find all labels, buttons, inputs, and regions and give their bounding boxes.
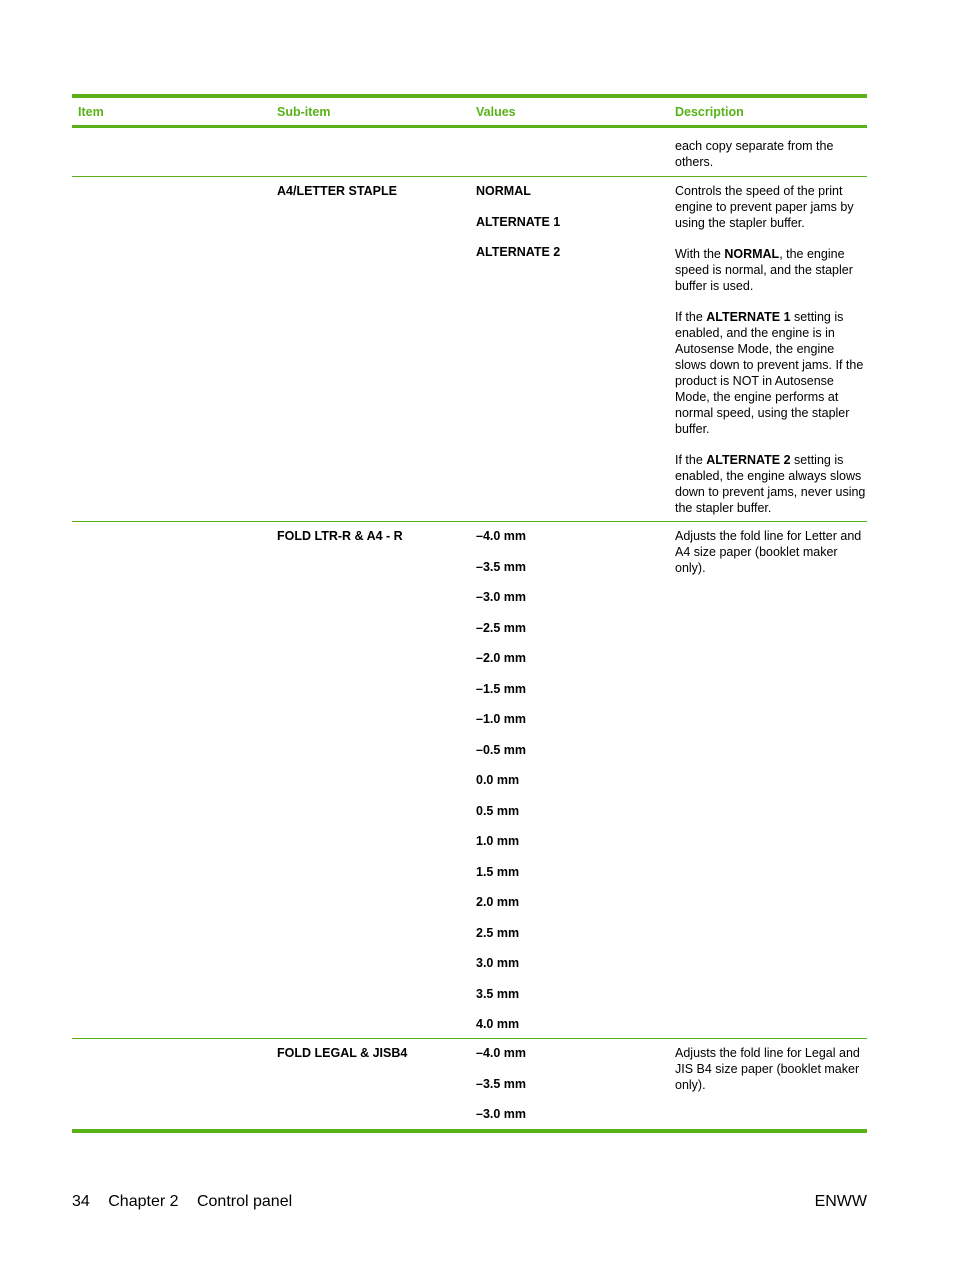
- description-text: If the: [675, 453, 707, 467]
- value-option: 3.5 mm: [476, 986, 520, 1001]
- description-text: , the engine speed is normal, and the stapler buffer is used.: [675, 247, 853, 293]
- value-option: 4.0 mm: [476, 1017, 520, 1031]
- section-label: Control panel: [196, 1193, 293, 1210]
- item-cell: [72, 138, 271, 176]
- value-option: –3.0 mm: [476, 1107, 527, 1121]
- header-subitem: Sub-item: [277, 104, 331, 119]
- value-option: –3.5 mm: [476, 559, 527, 574]
- value-option: –1.5 mm: [476, 681, 527, 696]
- value-option: 0.5 mm: [476, 803, 520, 818]
- table-row: [72, 128, 867, 177]
- header-description: Description: [675, 104, 744, 119]
- description-text: setting is enabled, the engine always slows down to prevent jams, never using the stapler buffer.: [675, 453, 866, 515]
- value-option: 1.5 mm: [476, 864, 520, 879]
- page-footer: [72, 1193, 867, 1211]
- description-paragraph: [675, 183, 867, 231]
- description-text: setting is enabled, and the engine is in Autosense Mode, the engine slows down to prevent jams. If the product is NOT in Autosense Mode, the engine performs at normal speed, using the stapler buffer.: [675, 310, 864, 436]
- description-text: Adjusts the fold line for Legal and JIS B4 size paper (booklet maker only).: [675, 1046, 860, 1092]
- item-cell: [72, 183, 271, 521]
- subitem-cell: [271, 138, 470, 176]
- values-cell: [470, 138, 669, 176]
- value-option: –2.0 mm: [476, 651, 527, 665]
- chapter-label: Chapter 2: [108, 1193, 179, 1210]
- subitem-cell: FOLD LEGAL & JISB4: [277, 1046, 408, 1060]
- item-cell: [72, 1045, 271, 1129]
- subitem-cell: A4/LETTER STAPLE: [277, 184, 397, 198]
- value-option: –4.0 mm: [476, 1046, 527, 1060]
- description-paragraph: [675, 1045, 867, 1093]
- description-emphasis: ALTERNATE 2: [706, 453, 791, 467]
- description-text: each copy separate from the others.: [675, 139, 834, 169]
- value-option: NORMAL: [476, 184, 531, 198]
- description-cell: [669, 528, 867, 1038]
- description-text: With the: [675, 247, 725, 261]
- value-option: –3.0 mm: [476, 590, 527, 604]
- value-option: –1.0 mm: [476, 712, 527, 726]
- value-option: 2.0 mm: [476, 895, 520, 909]
- header-item: Item: [78, 104, 104, 119]
- value-option: ALTERNATE 2: [476, 245, 561, 259]
- table-row: [72, 1039, 867, 1133]
- table-row: [72, 177, 867, 522]
- header-values: Values: [476, 104, 516, 119]
- value-option: ALTERNATE 1: [476, 214, 561, 229]
- values-cell: [470, 528, 669, 1038]
- page-number: 34: [72, 1193, 90, 1210]
- value-option: –4.0 mm: [476, 529, 527, 543]
- values-cell: [470, 183, 669, 521]
- description-emphasis: NORMAL: [724, 247, 780, 261]
- description-cell: [669, 138, 867, 176]
- description-text: Controls the speed of the print engine to prevent paper jams by using the stapler buffer.: [675, 184, 854, 230]
- description-paragraph: [675, 528, 867, 576]
- table-header: [72, 94, 867, 128]
- description-paragraph: [675, 138, 867, 170]
- description-emphasis: ALTERNATE 1: [706, 310, 791, 324]
- description-paragraph: [675, 452, 867, 516]
- description-cell: [669, 1045, 867, 1129]
- values-cell: [470, 1045, 669, 1129]
- table-row: [72, 522, 867, 1039]
- value-option: 3.0 mm: [476, 956, 520, 970]
- description-paragraph: [675, 309, 867, 437]
- footer-left: [72, 1193, 306, 1211]
- settings-table: [72, 94, 867, 1133]
- value-option: –3.5 mm: [476, 1076, 527, 1091]
- item-cell: [72, 528, 271, 1038]
- subitem-cell: FOLD LTR-R & A4 - R: [277, 529, 403, 543]
- value-option: 1.0 mm: [476, 834, 520, 848]
- description-text: Adjusts the fold line for Letter and A4 size paper (booklet maker only).: [675, 529, 862, 575]
- description-text: If the: [675, 310, 707, 324]
- description-cell: [669, 183, 867, 521]
- value-option: 0.0 mm: [476, 773, 520, 787]
- footer-right: ENWW: [814, 1193, 867, 1210]
- value-option: –0.5 mm: [476, 742, 527, 757]
- value-option: 2.5 mm: [476, 925, 520, 940]
- value-option: –2.5 mm: [476, 620, 527, 635]
- description-paragraph: [675, 246, 867, 294]
